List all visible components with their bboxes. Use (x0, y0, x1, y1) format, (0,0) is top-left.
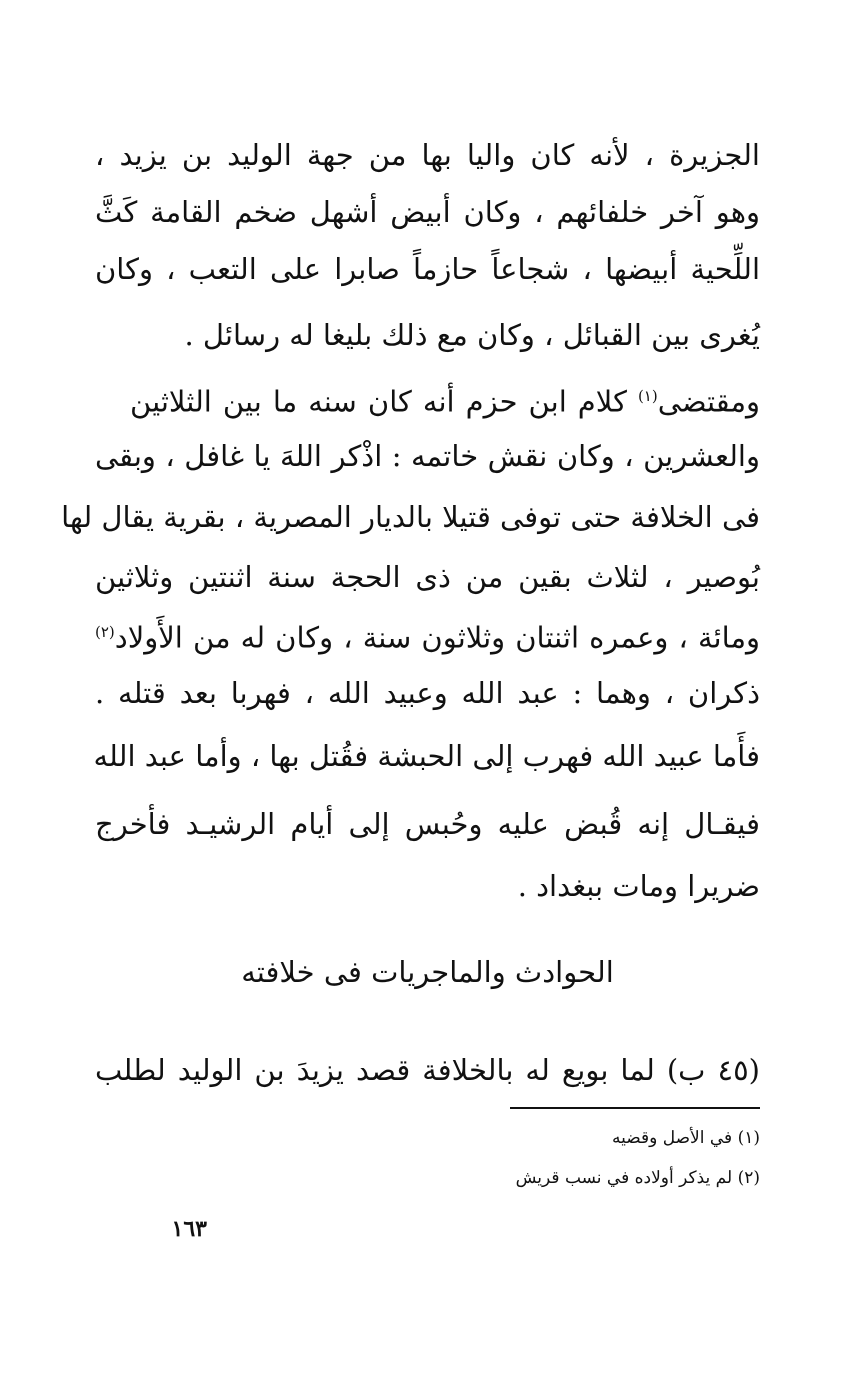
footnote: (١) في الأصل وقضيه (612, 1128, 760, 1148)
text-line: وهو آخر خلفائهم ، وكان أبيض أشهل ضخم القامة كَثَّ (95, 195, 760, 229)
text-line: (٤٥ ب) لما بويع له بالخلافة قصد يزيدَ بن الوليد لطلب (95, 1053, 760, 1087)
footnote-divider (510, 1107, 760, 1109)
text-line: اللِّحية أبيضها ، شجاعاً حازماً صابرا على التعب ، وكان (95, 252, 760, 286)
footnote-marker: (٢) (95, 623, 115, 641)
text-fragment: كلام ابن حزم أنه كان سنه ما بين الثلاثين (130, 384, 638, 419)
text-fragment: ومائة ، وعمره اثنتان وثلاثون سنة ، وكان له من الأَولاد (114, 620, 760, 655)
text-line (130, 376, 760, 422)
text-line: بُوصير ، لثلاث بقين من ذى الحجة سنة اثنتين وثلاثين (95, 560, 760, 594)
footnote-marker: (١) (637, 387, 658, 405)
text-line: ضريرا ومات ببغداد . (517, 869, 760, 903)
text-line: والعشرين ، وكان نقش خاتمه : اذْكر اللهَ يا غافل ، وبقى (95, 439, 760, 473)
text-fragment: ومقتضى (657, 384, 760, 419)
text-line: فأَما عبيد الله فهرب إلى الحبشة فقُتل بها ، وأما عبد الله (93, 739, 760, 773)
text-line: الجزيرة ، لأنه كان واليا بها من جهة الوليد بن يزيد ، (95, 138, 760, 172)
section-heading: الحوادث والماجريات فى خلافته (241, 955, 614, 989)
text-line: يُغرى بين القبائل ، وكان مع ذلك بليغا له رسائل . (184, 318, 760, 352)
text-line: ذكران ، وهما : عبد الله وعبيد الله ، فهربا بعد قتله . (95, 676, 760, 710)
page-number: ١٦٣ (171, 1216, 207, 1242)
footnote: (٢) لم يذكر أولاده في نسب قريش (515, 1168, 760, 1188)
text-line: فيقـال إنه قُبض عليه وحُبس إلى أيام الرشيـد فأخرج (95, 807, 760, 841)
text-line (95, 612, 760, 658)
text-line: فى الخلافة حتى توفى قتيلا بالديار المصرية ، بقرية يقال لها (61, 500, 760, 534)
